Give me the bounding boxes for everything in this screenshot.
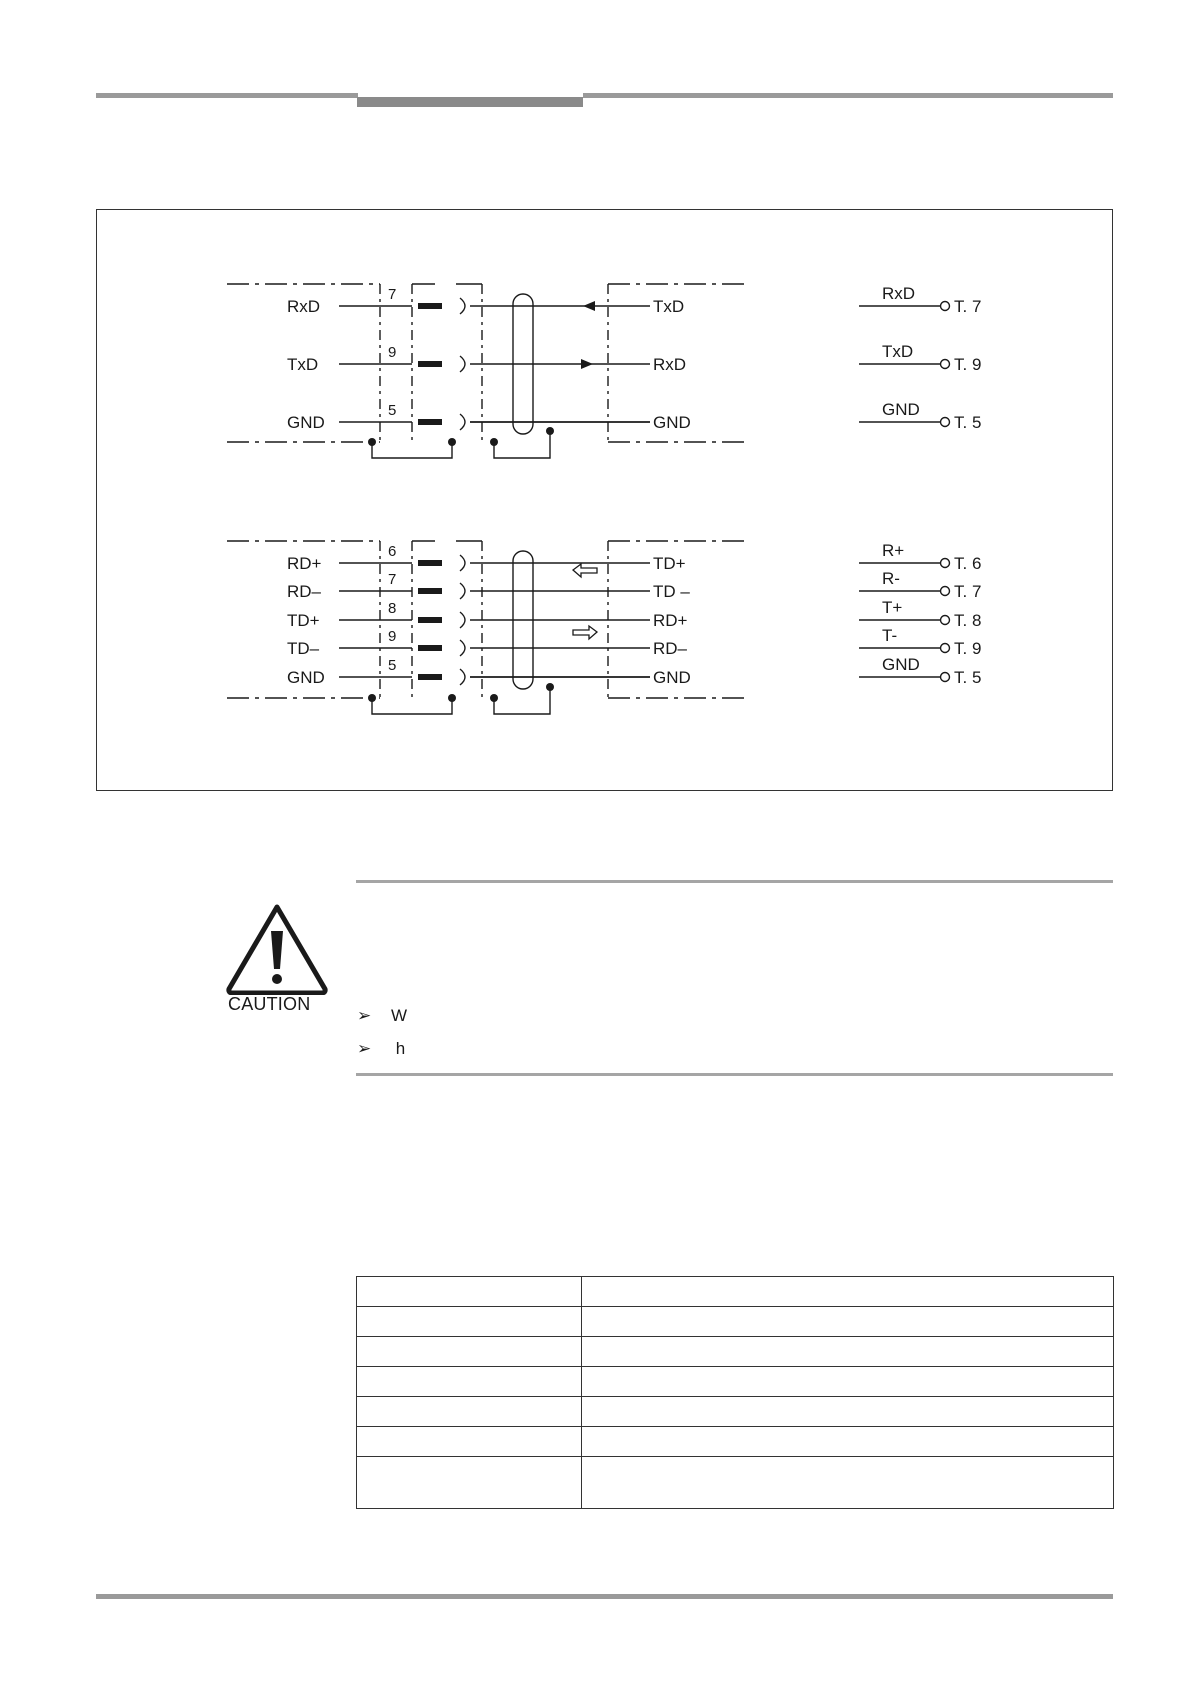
wiring-diagram: [97, 210, 1112, 790]
terminal-signal-label: GND: [882, 655, 920, 674]
terminal-connector-icon: [941, 360, 950, 369]
caution-rule-bottom: [356, 1073, 1113, 1076]
left-signal-label: TD+: [287, 611, 320, 630]
pin-contact: [418, 588, 442, 594]
left-signal-label: RD–: [287, 582, 322, 601]
table-cell: [357, 1427, 582, 1457]
right-signal-label: GND: [653, 668, 691, 687]
rs232-wiring: [227, 284, 981, 458]
caution-rule-top: [356, 880, 1113, 883]
table-row: [357, 1397, 1114, 1427]
terminal-connector-icon: [941, 673, 950, 682]
terminal-signal-label: T-: [882, 626, 898, 645]
terminal-number-label: T. 8: [954, 611, 982, 630]
terminal-signal-label: RxD: [882, 284, 916, 303]
pin-contact: [418, 560, 442, 566]
right-signal-label: TxD: [653, 297, 685, 316]
table-cell: [582, 1397, 1114, 1427]
right-signal-label: RD+: [653, 611, 688, 630]
terminal-connector-icon: [941, 559, 950, 568]
caution-bullet-2: [357, 1039, 405, 1059]
socket-contact: [460, 583, 465, 599]
footer-rule: [96, 1594, 1113, 1599]
spec-table: [356, 1276, 1114, 1509]
caution-bullet-1: [357, 1006, 407, 1026]
wiring-diagram-frame: [96, 209, 1113, 791]
table-cell: [357, 1337, 582, 1367]
terminal-number-label: T. 9: [954, 355, 982, 374]
pin-contact: [418, 645, 442, 651]
table-cell: [582, 1367, 1114, 1397]
terminal-signal-label: GND: [882, 400, 920, 419]
ground-tie-wire: [372, 442, 452, 458]
table-row: [357, 1277, 1114, 1307]
table-cell: [357, 1397, 582, 1427]
caution-triangle-icon: [225, 903, 329, 995]
table-cell: [582, 1427, 1114, 1457]
terminal-signal-label: T+: [882, 598, 903, 617]
right-signal-label: GND: [653, 413, 691, 432]
socket-contact: [460, 612, 465, 628]
socket-contact: [460, 669, 465, 685]
left-signal-label: GND: [287, 413, 325, 432]
socket-contact: [460, 555, 465, 571]
table-row: [357, 1427, 1114, 1457]
pin-contact: [418, 419, 442, 425]
terminal-connector-icon: [941, 302, 950, 311]
right-signal-label: TD+: [653, 554, 686, 573]
direction-arrow-right-icon: [581, 359, 593, 369]
pin-contact: [418, 361, 442, 367]
right-signal-label: TD –: [653, 582, 690, 601]
terminal-connector-icon: [941, 644, 950, 653]
pin-contact: [418, 674, 442, 680]
pin-contact: [418, 617, 442, 623]
caution-bullet-text: W: [391, 1006, 408, 1025]
terminal-number-label: T. 5: [954, 413, 982, 432]
terminal-signal-label: TxD: [882, 342, 914, 361]
bullet-arrow-icon: ➢: [357, 1006, 372, 1025]
right-signal-label: RD–: [653, 639, 688, 658]
table-cell: [582, 1337, 1114, 1367]
table-cell: [582, 1307, 1114, 1337]
table-cell: [357, 1367, 582, 1397]
header-rule-tab: [357, 97, 583, 107]
left-signal-label: RxD: [287, 297, 321, 316]
socket-contact: [460, 298, 465, 314]
terminal-signal-label: R+: [882, 541, 905, 560]
terminal-number-label: T. 5: [954, 668, 982, 687]
direction-arrow-left-icon: [583, 301, 595, 311]
pin-number-label: 9: [388, 344, 397, 361]
hollow-arrow-right-icon: [573, 626, 597, 639]
left-signal-label: TxD: [287, 355, 319, 374]
caution-bullet-text: h: [391, 1039, 406, 1058]
socket-contact: [460, 414, 465, 430]
terminal-connector-icon: [941, 616, 950, 625]
rs422-wiring: [227, 541, 981, 714]
left-signal-label: GND: [287, 668, 325, 687]
pin-number-label: 8: [388, 600, 397, 617]
pin-number-label: 7: [388, 571, 397, 588]
terminal-number-label: T. 9: [954, 639, 982, 658]
right-signal-label: RxD: [653, 355, 687, 374]
left-signal-label: RD+: [287, 554, 322, 573]
table-cell: [357, 1457, 582, 1509]
table-row: [357, 1307, 1114, 1337]
terminal-number-label: T. 6: [954, 554, 982, 573]
table-row: [357, 1337, 1114, 1367]
table-cell: [582, 1277, 1114, 1307]
header-rule-right: [583, 93, 1113, 98]
table-cell: [357, 1307, 582, 1337]
ground-tie-wire: [494, 687, 550, 714]
ground-tie-wire: [372, 698, 452, 714]
left-signal-label: TD–: [287, 639, 320, 658]
pin-contact: [418, 303, 442, 309]
table-row: [357, 1457, 1114, 1509]
pin-number-label: 6: [388, 543, 397, 560]
pin-number-label: 7: [388, 286, 397, 303]
table-cell: [582, 1457, 1114, 1509]
socket-contact: [460, 356, 465, 372]
pin-number-label: 5: [388, 657, 397, 674]
terminal-number-label: T. 7: [954, 582, 982, 601]
terminal-signal-label: R-: [882, 569, 900, 588]
terminal-connector-icon: [941, 587, 950, 596]
pin-number-label: 9: [388, 628, 397, 645]
ground-tie-wire: [494, 431, 550, 458]
terminal-number-label: T. 7: [954, 297, 982, 316]
pin-number-label: 5: [388, 402, 397, 419]
table-row: [357, 1367, 1114, 1397]
table-cell: [357, 1277, 582, 1307]
hollow-arrow-left-icon: [573, 564, 597, 577]
header-rule-left: [96, 93, 358, 98]
socket-contact: [460, 640, 465, 656]
terminal-connector-icon: [941, 418, 950, 427]
bullet-arrow-icon: ➢: [357, 1039, 372, 1058]
caution-label: CAUTION: [228, 994, 311, 1014]
